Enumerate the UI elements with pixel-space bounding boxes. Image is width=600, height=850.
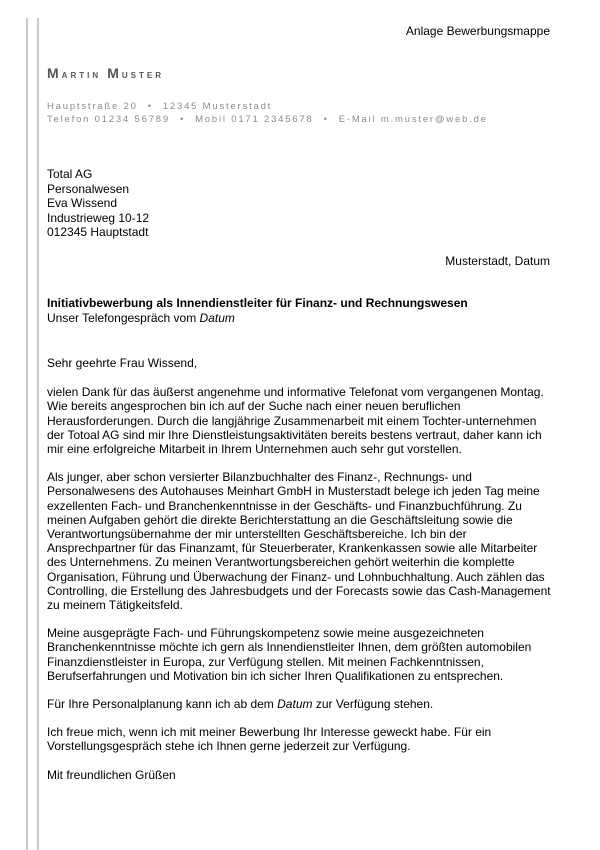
paragraph-closing: Ich freue mich, wenn ich mit meiner Bewerbung Ihr Interesse geweckt habe. Für ein Vorstellungsgespräch stehe ich Ihnen gerne jederzeit zur Verfügung. [47,725,492,754]
paragraph-competence: Meine ausgeprägte Fach- und Führungskompetenz sowie meine ausgezeichneten Branchenkenntnisse möchte ich gern als Innendienstleiter Ihnen, dem größten automobilen Finanzdienstleister in Europa, zur Verfügung stellen. Mit meinen Fachkenntnissen, Berufserfahrungen und Motivation bin ich sicher Ihren Qualifikationen zu entsprechen. [47,626,532,683]
separator: • [147,101,153,112]
paragraph-intro: vielen Dank für das äußerst angenehme und informative Telefonat vom vergangenen Montag. Wie bereits angesprochen bin ich auf der Suche nach einer neuen beruflichen Herausforderungen. Durch die langjährige Zusammenarbeit mit einem Tochter-unternehmen der Totoal AG sind mir Ihre Dienstleistungsaktivitäten bereits bestens vertraut, daher kann ich mir eine erfolgreiche Mitarbeit in Ihrem Unternehmen auch sehr gut vorstellen. [47,385,544,457]
letter-body [47,356,557,782]
closing: Mit freundlichen Grüßen [47,767,176,782]
subject-reference: Unser Telefongespräch vom Datum [47,310,235,325]
sender-street: Hauptstraße 20 [47,101,138,112]
subject-title: Initiativbewerbung als Innendienstleiter für Finanz- und Rechnungswesen [47,296,468,310]
subject-block [47,296,468,325]
salutation: Sehr geehrte Frau Wissend, [47,356,198,370]
margin-line-outer [26,18,28,850]
recipient-contact: Eva Wissend [47,196,118,210]
recipient-company: Total AG [47,167,93,181]
separator: • [179,114,186,125]
sender-address [47,101,272,112]
separator: • [323,114,329,125]
sender-email: E-Mail m.muster@web.de [338,114,488,125]
sender-phone: Telefon 01234 56789 [47,114,170,125]
sender-mobile: Mobil 0171 2345678 [195,114,314,125]
recipient-address [47,167,149,240]
margin-line-inner [37,18,39,850]
sender-contact [47,114,488,125]
sender-city: 12345 Musterstadt [162,101,273,112]
paragraph-experience: Als junger, aber schon versierter Bilanzbuchhalter des Finanz-, Rechnungs- und Personalwesens des Autohauses Meinhart GmbH in Musterstadt belege ich jeden Tag meine exzellenten Fach- und Branchenkenntnisse in der Geschäfts- und Finanzbuchführung. Zu meinen Aufgaben gehört die direkte Berichterstattung an die Geschäftsleitung sowie die Verantwortungsübernahme der mir unterstellten Geschäftsbereiche. Ich bin der Ansprechpartner für das Finanzamt, für Steuerberater, Krankenkassen sowie alle Mitarbeiter des Unternehmens. Zu meinen Verantwortungsbereichen gehört weiterhin die komplette Organisation, Führung und Überwachung der Finanz- und Lohnbuchhaltung. Auch zählen das Controlling, die Erstellung des Jahresbudgets und der Forecasts sowie das Cash-Management zu meinem Tätigkeitsfeld. [47,470,551,613]
recipient-street: Industrieweg 10-12 [47,210,150,225]
paragraph-availability: Für Ihre Personalplanung kann ich ab dem Datum zur Verfügung stehen. [47,697,434,712]
attachment-label: Anlage Bewerbungsmappe [405,24,550,38]
recipient-city: 012345 Hauptstadt [47,225,149,239]
recipient-department: Personalwesen [47,181,130,196]
sender-name: Martin Muster [47,65,164,81]
place-date: Musterstadt, Datum [445,254,550,268]
